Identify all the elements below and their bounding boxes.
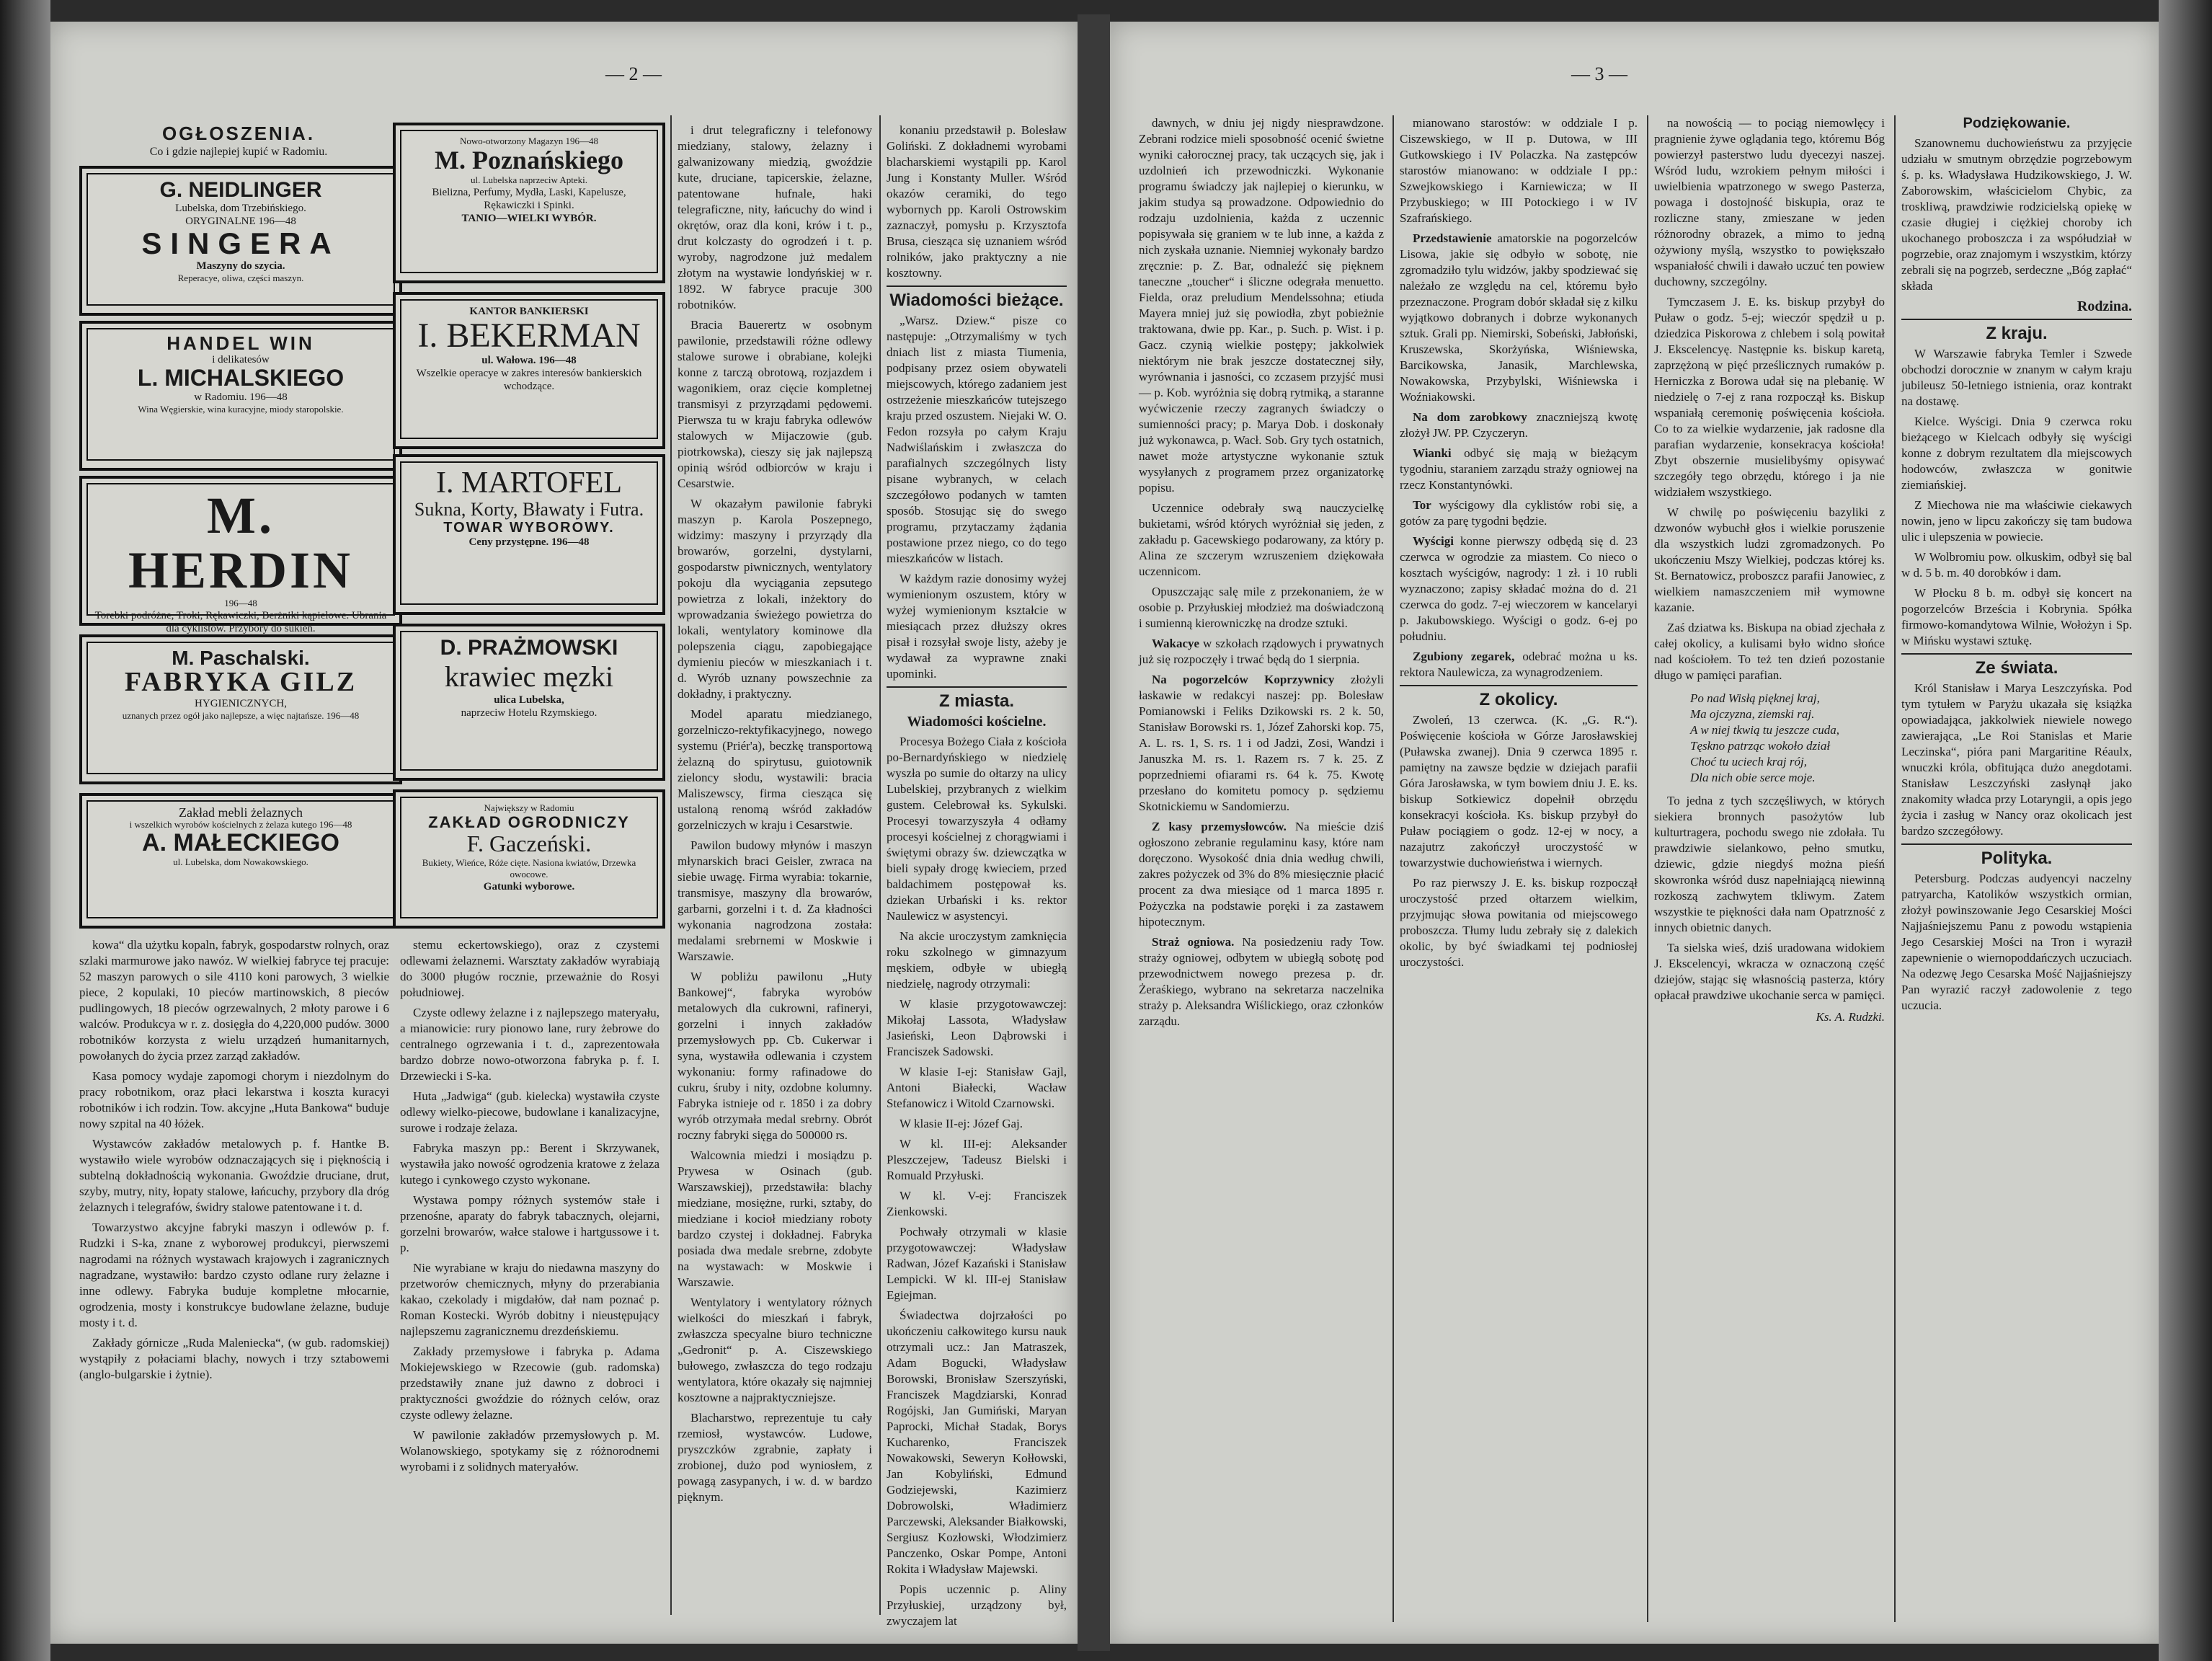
book-edge-left (0, 0, 50, 1661)
paragraph: dawnych, w dniu jej nigdy niesprawdzone. Zebrani rodzice mieli sposobność ocenić świetne wyniki całorocznej pracy, tak uczących się, jak i uzdolnień ich przewodniczki. Wykonanie programu świadczy jak najlepiej o kierunku, w jakim studya są prowadzone. Odpowiednio do rodzaju uzdolnienia, każda z uczennic popisywała się graniem w te lub inne, a każda z nich zyskała uznanie. Niemniej wykonały bardzo zręcznie: p. Z. Bar, odnaleźć się pięknem taneczne „toucher“ i śliczne odegrała menuetto. Fielda, oraz preludium Mendelssohna; etiuda Mayera mniej już się powiodła, zbyt pobieżnie traktowana, dwie pp. Kar., p. Such. p. Wist. i p. Gacz. czynią wielkie postępy; jakkolwiek niektórym nie brak jeszcze dostatecznej siły, wyrównania i jasności, co zczasem przyjść musi — p. Kob. wyróżnia się dobrą rytmiką, a staranne wyćwiczenie rzeczy zagranych świadczy o sumienności pracy; p. Marya Dob. i doskonały już wykonawca, p. Wacł. Sob. Gry tych ostatnich, nawet może artystyczne wykonanie sztuk wysyłanych z programem przez organizatorkę popisu. (1139, 116, 1384, 495)
ad-michalski (79, 321, 402, 471)
news-heading: Przedstawienie (1413, 231, 1492, 245)
news-item (1400, 649, 1638, 681)
article-column-3 (678, 123, 872, 1622)
paragraph: Petersburg. Podczas audyencyi naczelny patryarcha, Katolików wszystkich ormian, złożył powinszowanie Jego Cesarskiej Mości Najjaśniejszemu Panu z powodu wstąpienia Jego Cesarskiej Mości na Tron i wyraził zapewnienie o wiernopoddańczych uczuciach. Na odezwę Jego Cesarska Mość Najjaśniejszy Pan wyrazić raczył zadowolenie z tego uczucia. (1901, 872, 2132, 1012)
news-heading: Wianki (1413, 446, 1452, 460)
news-item (1400, 446, 1638, 493)
paragraph: stemu eckertowskiego), oraz z czystemi odlewami żelaznemi. Warsztaty zakładów wyrabiają do 3000 pługów rocznie, przeważnie do Rosyi południowej. (400, 938, 659, 999)
ad-text: Bukiety, Wieńce, Róże cięte. Nasiona kwiatów, Drzewka owocowe. (422, 857, 636, 880)
paragraph: Fabryka maszyn pp.: Berent i Skrzywanek, wystawiła jako nowość ogrodzenia kratowe z żelaza kutego i cynkowego czysto wykonane. (400, 1141, 659, 1187)
paragraph: W pobliżu pawilonu „Huty Bankowej“, fabryka wyrobów metalowych dla cukrowni, rafineryi, gorzelni i innych zakładów przemysłowych pp. Cb. Cukerwar i syna, wystawiła odlewania i czystem wykonaniu: formy rafinadowe do cukru, śruby i nity, ozdobne kolumny. Fabryka istnieje od r. 1850 i za dobry wyrób otrzymała medal srebrny. Obrót roczny fabryki sięga do 500000 rs. (678, 970, 872, 1142)
ad-martofel (393, 454, 665, 615)
paragraph: Procesya Bożego Ciała z kościoła po-Bernardyńskiego w niedzielę wyszła po sumie do ołtarzy na ulicy Lubelskiej, przybranych z wielkim gustem. Celebrował ks. Sykulski. Procesyi towarzyszyła 4 odłamy procesyi kościelnej z chorągwiami i świętymi obrazy św. dziewczątka w bieli sypały drogę kwieciem, przed baldachimem postępował ks. dziekan Urbański i ks. rektor Naulewicz w asystencyi. (887, 735, 1067, 923)
paragraph: W Płocku 8 b. m. odbył się koncert na pogorzelców Brześcia i Kobrynia. Spółka firmowo-komandytowa Wilnie, Wołożyn i Sp. w Mińsku wystawi sztukę. (1901, 586, 2132, 647)
ad-text: uznanych przez ogół jako najlepsze, a więc najtańsze. 196—48 (122, 710, 360, 722)
section-rule (1901, 843, 2132, 845)
news-text: znaczniejszą kwotę złożył JW. PP. Czyczeryn. (1400, 410, 1638, 440)
ad-title: F. Gaczeński. (466, 830, 592, 857)
page-number: — 2 — (605, 63, 662, 84)
paragraph: Na akcie uroczystym zamknięcia roku szkolnego w gimnazyum męskiem, odbyłe w ubiegłą niedzielę, nagrody otrzymali: (887, 929, 1067, 991)
ad-gaczenski (393, 789, 665, 929)
left-page (50, 22, 1078, 1644)
paragraph: Blacharstwo, reprezentuje tu cały rzemiosł, wystawców. Ludowe, pryszczków zgrabnie, zapłaty i zrobionej, dużo pod wyniosłem, z powagą zasypanych, i w. d. w bardzo pięknym. (678, 1411, 872, 1504)
ads-header: OGŁOSZENIA. (161, 123, 316, 144)
paragraph: Pawilon budowy młynów i maszyn młynarskich braci Geisler, zwraca na siebie uwagę. Firma wyrabia: tokarnie, transmisye, maszyny dla browarów, garbarni, gorzelni i t. d. Za kładności wykonania nagrodzona została: medalami srebrnemi w Moskwie i Warszawie. (678, 838, 872, 963)
paragraph: Kasa pomocy wydaje zapomogi chorym i niezdolnym do pracy robotnikom, oraz płaci lekarstwa i koszta kuracyi robotników i ich rodzin. Tow. akcyjne „Huta Bankowa“ buduje nowy szpital na 40 łóżek. (79, 1069, 389, 1130)
paragraph: Ta sielska wieś, dziś uradowana widokiem J. Ekscelencyi, wkracza w oznaczoną część dziejów, stając się własnością pasterza, który opłacał prawdziwe ukochanie serca w pamięci. (1654, 941, 1885, 1002)
ad-poznanski (393, 123, 665, 283)
news-item (1139, 672, 1384, 815)
news-item (1400, 231, 1638, 405)
paragraph: Popis uczennic p. Aliny Przyłuskiej, urządzony był, zwyczajem lat (887, 1582, 1067, 1628)
section-rule (1901, 319, 2132, 320)
ad-malecki (79, 793, 402, 929)
ad-title: HANDEL WIN (166, 332, 315, 354)
ad-title: G. NEIDLINGER (159, 178, 322, 202)
poem-line: Ma ojczyzna, ziemski raj. (1690, 707, 1815, 721)
paragraph: Uczennice odebrały swą nauczycielkę bukietami, wśród których wyróżniał się jeden, z zakładu p. Gacewskiego podarowany, za który p. Alina ze szczerym wzruszeniem dziękowała uczennicom. (1139, 501, 1384, 578)
column-divider (1393, 115, 1394, 1622)
paragraph: Walcownia miedzi i mosiądzu p. Prywesa w Osinach (gub. Warszawskiej), przedstawiła: blachy miedziane, mosiężne, rurki, sztaby, do miedziane i kocioł miedziany roboty bardzo czystej i dokładnej. Fabryka posiada dwa medale srebrne, zdobyte na wystawach: w Moskwie i Warszawie. (678, 1148, 872, 1289)
paragraph: Szanownemu duchowieństwu za przyjęcie udziału w smutnym obrzędzie pogrzebowym ś. p. ks. Władysława Hudzikowskiego, J. W. Zaborowskim, właścicielom Chybic, za troskliwą, prawdziwie rodzicielską opiekę w czasie długiej i ciężkiej choroby ich ukochanego proboszcza i za współudział w pogrzebie, oraz znajomym i wszystkim, którzy zebrali się na pogrzeb, serdeczne „Bóg zapłać“ składa (1901, 136, 2132, 293)
ad-title: L. MICHALSKIEGO (137, 365, 345, 391)
ads-subheader: Co i gdzie najlepiej kupić w Radomiu. (149, 146, 328, 158)
paragraph: Wystawa pompy różnych systemów stałe i przenośne, aparaty do fabryk tabacznych, olejarni, gorzelni browarów, wałce stalowe i hartgussowe i t. p. (400, 1193, 659, 1254)
ad-text: ul. Lubelska naprzeciw Apteki. (470, 174, 588, 185)
news-text: konne pierwszy odbędą się d. 23 czerwca w ogrodzie za miastem. Co nieco o kosztach wyścigów, nagrody: 1 zł. i 10 rubli wyznaczono; zapisy składać można do d. 21 czerwca do godz. 7-ej wieczorem w kancelaryi p. Jakubowskiego. Wyścigi o godz. 6-ej po południu. (1400, 534, 1638, 643)
paragraph: Pochwały otrzymali w klasie przygotowawczej: Władysław Radwan, Józef Kazański i Stanisław Lempicki. W kl. III-ej Stanisław Egiejman. (887, 1225, 1067, 1302)
paragraph: Zaś dziatwa ks. Biskupa na obiad zjechała z całej okolicy, a kulisami było widno słońce nad kościołem. To też ten dzień pozostanie długo w pamięci parafian. (1654, 621, 1885, 682)
news-heading: Zgubiony zegarek, (1413, 650, 1515, 663)
article-column-1 (79, 937, 389, 1622)
ad-text: HYGIENICZNYCH, (195, 698, 287, 710)
article-column-1 (1139, 115, 1384, 1622)
ad-text: Maszyny do szycia. (196, 260, 285, 272)
author-signature: Ks. A. Rudzki. (1816, 1010, 1885, 1024)
paragraph: Bracia Bauerertz w osobnym pawilonie, przedstawili różne odlewy stalowe surowe i obrabiane, kolejki konne z tarczą obrotową, rozjazdem i wagonikiem, oraz cięcie kompletnej transmisyi z przyrządami pędowemi. Pierwsza tu w kraju fabryka odlewów stalowych w Mijaczowie (gub. piotrkowska), cieszy się jak najlepszą opinią wśród odbiorców w kraju i Cesarstwie. (678, 318, 872, 490)
news-item (1400, 533, 1638, 645)
news-item (1400, 497, 1638, 529)
news-heading: Wakacye (1152, 637, 1200, 650)
book-gutter (1078, 14, 1110, 1651)
section-heading: Ze świata. (1975, 658, 2058, 678)
paragraph: Wentylatory i wentylatory różnych wielkości do mieszkań i fabryk, zwłaszcza specyalne biuro techniczne „Gedronit“ p. A. Ciszewskiego bułowego, zwłaszcza do tego rodzaju wentylatora, które okazały się najmniej kosztowne a najpraktyczniejsze. (678, 1295, 872, 1404)
ad-text: Nowo-otworzony Magazyn 196—48 (459, 136, 599, 146)
news-heading: Z kasy przemysłowców. (1152, 820, 1287, 833)
news-heading: Wyścigi (1413, 534, 1454, 548)
paragraph: Tymczasem J. E. ks. biskup przybył do Puław o godz. 5-ej; wieczór spędził u p. dziedzica Piskorowa z chlebem i solą powitał J. Ekscelencyę. Następnie ks. biskup karetą, zaprzężoną w pięć prześlicznych rumaków p. Herniczka z Borowa udał się na plebanię. W niedzielę o 7-ej z rana rozpoczął ks. Biskup wspaniałą ceremonię poświęcenia kościoła. Co to za wielkie wydarzenie, jak radosne dla parafian wydarzenie, konsekracya kościoła! Zbyt obszernie musielibyśmy opisywać szczegóły tego obrzędu, którego i ja nie widziałem wszystkiego. (1654, 295, 1885, 499)
ad-text: w Radomiu. 196—48 (194, 391, 288, 403)
news-text: Na posiedzeniu rady Tow. straży ogniowej, odbytem w ubiegłą sobotę pod przewodnictwem nowego prezesa p. dr. Żeraśkiego, wybrano na sekretarza naczelnika straży p. Aleksandra Wiślickiego, oraz członków zarządu. (1139, 935, 1384, 1028)
ad-text: Wina Węgierskie, wina kuracyjne, miody staropolskie. (138, 403, 344, 415)
paragraph: Zakłady górnicze „Ruda Maleniecka“, (w gub. radomskiej) wystąpiły z połaciami blachy, nowych i trzy sztabowemi (anglo-bulgarskie i żytnie). (79, 1336, 389, 1381)
ad-text: ulica Lubelska, (494, 694, 564, 706)
ad-text: ul. Lubelska, dom Nowakowskiego. (173, 856, 308, 867)
ad-text: Sukna, Korty, Bławaty i Futra. (414, 499, 644, 521)
ad-text: Ceny przystępne. 196—48 (468, 536, 590, 549)
paragraph: Król Stanisław i Marya Leszczyńska. Pod tym tytułem w Paryżu ukazała się książka opowiadająca, jakkolwiek niewiele nowego zawierająca, „Le Roi Stanislas et Marie Leczinska“, pióra pani Margaritine Réaulx, wnuczki króla, obfitująca dużo anegdotami. Stanisław Leszczyński zasłynął jako znakomity władca przy Lotaryngii, a opis jego życia i zasług w Nancy oraz okolicach jest bardzo szczegółowy. (1901, 681, 2132, 838)
page-number: — 3 — (1571, 63, 1627, 84)
section-rule (1901, 653, 2132, 655)
ad-title: SINGERA (141, 226, 340, 260)
ad-text: Reperacye, oliwa, części maszyn. (177, 272, 304, 283)
news-text: Na mieście dziś ogłoszono zebranie regulaminu kasy, które nam doręczono. Wysokość dnia dnia według chwili, zakres pożyczek od 3% do 8% miesięcznie płacić procent za dwa miesiące od 1 marca 1895 r. Pożyczka na podstawie poręki i za zastawem hipotecznym. (1139, 820, 1384, 929)
right-page (1110, 22, 2159, 1644)
paragraph: To jedna z tych szczęśliwych, w których siekiera bronnych pasożytów lub kulturtragera, pochodu swego nie zdołała. Tu prawdziwie sielankowo, pełno smutku, dziewic, gdzie niegdyś można pieśń skowronka wśród dusz napełniającą niewinną rozkoszą zachwytem tkliwym. Zatem wszystkie te piękności dała nam Opatrzność z innych obietnic danych. (1654, 794, 1885, 934)
section-heading: Z kraju. (1986, 324, 2048, 343)
news-text: amatorskie na pogorzelców Lisowa, jakie się odbyło w sobotę, nie zgromadziło tylu widzów, jakby spodziewać się należało ze względu na cel, któremu było przeznaczone. Program dobór składał się z kilku wyjątkowo dobranych i dobrze wykonanych sztuk. Grali pp. Niemirski, Sobeński, Jabłoński, Kruszewska, Skorżyńska, Wiśniewska, Barcikowska, Janasik, Marchlewska, Nowakowska, Przybylski, Wiśniewska i Woźniakowski. (1400, 231, 1638, 404)
news-text: wyścigowy dla cyklistów robi się, a gotów za parę tygodni będzie. (1400, 498, 1638, 528)
poem-line: A w niej tkwią tu jeszcze cuda, (1690, 723, 1839, 737)
paragraph: Po raz pierwszy J. E. ks. biskup rozpoczął uroczystość przed ołtarzem wielkim, przyjmując słowa powitania od miejscowego proboszcza. Tłumy ludu zebrały się z dalekich okolic, by być świadkami tej podniosłej uroczystości. (1400, 876, 1638, 969)
article-column-2 (1400, 115, 1638, 1622)
ad-neidlinger (79, 166, 402, 316)
poem-line: Po nad Wisłą pięknej kraj, (1690, 691, 1820, 705)
article-column-2 (400, 937, 659, 1622)
news-heading: Na dom zarobkowy (1413, 410, 1527, 424)
news-item (1400, 409, 1638, 441)
ad-title: FABRYKA GILZ (124, 667, 357, 698)
ad-prazmowski (393, 624, 665, 781)
ad-text: KANTOR BANKIERSKI (469, 306, 589, 317)
ad-title: ZAKŁAD OGRODNICZY (428, 813, 630, 831)
ad-text: 196—48 (224, 598, 257, 609)
paragraph: W klasie I-ej: Stanisław Gajl, Antoni Białecki, Wacław Stefanowicz i Witold Czarnowski. (887, 1065, 1067, 1110)
article-column-4 (1901, 115, 2132, 1622)
ad-text: i wszelkich wyrobów kościelnych z żelaza kutego 196—48 (129, 819, 352, 830)
thanks-signature: Rodzina. (2076, 298, 2132, 314)
ad-title: M. Poznańskiego (434, 146, 623, 174)
ad-text: ORYGINALNE 196—48 (185, 215, 296, 227)
paragraph: Opuszczając salę mile z przekonaniem, że w osobie p. Przyłuskiej młodzież ma doświadczoną i sumienną kierowniczkę na drodze sztuki. (1139, 585, 1384, 630)
section-subheading: Wiadomości kościelne. (907, 714, 1047, 730)
paragraph: Nie wyrabiane w kraju do niedawna maszyny do przetworów chemicznych, młyny do przerabiania kakao, czekolady i migdałów, dał nam poznać p. Roman Kostecki. Wyrób dobitny i nieustępujący najlepszemu zagranicznemu drezdeńskiemu. (400, 1261, 659, 1338)
paragraph: i drut telegraficzny i telefonowy miedziany, stalowy, żelazny i galwanizowany miedzią, gwoździe kute, druciane, tapicerskie, żelazne, patentowane hufnale, haki telegraficzne, nity, łańcuchy do wind i okrętów, oraz dla koni, krów i t. p., drut kolczasty do ogrodzeń i t. p. wyroby, nagrodzone już medalem złotym na wystawie londyńskiej w r. 1892. W fabryce pracuje 300 robotników. (678, 123, 872, 311)
news-item (1139, 636, 1384, 668)
ad-text: Torebki podróżne, Troki, Rękawiczki, Berżniki kąpielowe. Ubrania dla cyklistów. Przybory do sukien. (94, 610, 387, 635)
paragraph: Model aparatu miedzianego, gorzelniczo-rektyfikacyjnego, nowego systemu (Priér'a), beczkę transportową żelazną do spirytusu, guiotownik zieloncy słodu, wystawili: bracia Maliszewscy, firma ciesząca się ustaloną renomą wśród zakładów gorzelniczych w kraju i Cesarstwie. (678, 707, 872, 832)
column-divider (1647, 115, 1648, 1622)
paragraph: W każdym razie donosimy wyżej wymienionym oszustem, który w wyżej wymienionym kształcie w miesiącach przez dłuższy okres pisał i rozsyłał swoje listy, ażeby je wydawał za wyprawne znaki upominki. (887, 572, 1067, 681)
ad-title: D. PRAŻMOWSKI (440, 636, 618, 660)
news-text: odbyć się mają w bieżącym tygodniu, staraniem zarządu straży ogniowej na rzecz Konstantynówki. (1400, 446, 1638, 492)
ad-text: ul. Wałowa. 196—48 (481, 355, 577, 367)
section-rule (887, 686, 1067, 688)
paragraph: Zakłady przemysłowe i fabryka p. Adama Mokiejewskiego w Rzecowie (gub. radomska) przedstawiły znane już dawno z dobroci i praktyczności gwoździe do różnych celów, oraz czyste odlewy żelazne. (400, 1345, 659, 1422)
paragraph: Wystawców zakładów metalowych p. f. Hantke B. wystawiło wiele wyrobów odznaczających się i pięknością i subtelną dokładnością wykonania. Gwoździe druciane, drut, szyby, mutry, nity, łopaty stalowe, łańcuchy, przybory dla dróg żelaznych i telegrafów, świdry stalowe patentowane i t. d. (79, 1137, 389, 1214)
section-heading: Z okolicy. (1479, 690, 1558, 709)
ad-title: A. MAŁECKIEGO (142, 829, 339, 856)
column-divider (1894, 115, 1896, 1622)
news-heading: Straż ogniowa. (1152, 935, 1235, 949)
section-heading: Podziękowanie. (1963, 115, 2071, 131)
paragraph: mianowano starostów: w oddziale I p. Ciszewskiego, w II p. Dutowa, w III Gutkowskiego i IV Polaczka. Na zastępców starostów mianowano: w oddziale I pp.: Szwejkowskiego i Karniewicza; w II Przybuskiego; w III Potockiego i w IV Szafrańskiego. (1400, 116, 1638, 225)
article-column-3 (1654, 115, 1885, 1622)
section-heading: Polityka. (1981, 849, 2053, 868)
section-heading: Wiadomości bieżące. (889, 291, 1064, 310)
column-divider (670, 115, 672, 1615)
news-item (1139, 934, 1384, 1029)
news-heading: Na pogorzelców Koprzywnicy (1152, 673, 1335, 686)
poem-line: Tęskno patrząc wokoło dział (1690, 739, 1831, 753)
section-rule (1400, 685, 1638, 686)
paragraph: na nowością — to pociąg niemowlęcy i pragnienie żywe oglądania tego, któremu Bóg powierzył pasterstwo ludu dyecezyi naszej. Wśród ludu, wzrokiem pełnym miłości i uwielbienia wpatrzonego w swego Pasterza, powaga i dostojność biskupia, oraz te rozliczne stany, zmieszane w jeden różnorodny obrazek, a mimo to jedną ożywiony myślą, wszystko to powiększało wspaniałość chwili i dawało uczuć ten powiew duchowny, szczególny. (1654, 116, 1885, 288)
paragraph: Z Miechowa nie ma właściwie ciekawych nowin, jeno w lipcu zakończy się tam budowa ulic i ulepszenia w powiecie. (1901, 498, 2132, 544)
ad-text: TANIO—WIELKI WYBÓR. (461, 212, 597, 224)
paragraph: W Wolbromiu pow. olkuskim, odbył się bal w d. 5 b. m. 40 dorobków i dam. (1901, 550, 2132, 580)
paragraph: W klasie przygotowawczej: Mikołaj Lassota, Władysław Jasieński, Leon Dąbrowski i Franciszek Sadowski. (887, 997, 1067, 1058)
paragraph: Czyste odlewy żelazne i z najlepszego materyału, a mianowicie: rury pionowo lane, rury żebrowe do centralnego ogrzewania i t. d., zaprezentowała bardzo dobrze nowo-otworzona fabryka p. f. I. Drzewiecki i S-ka. (400, 1006, 659, 1083)
ad-text: naprzeciw Hotelu Rzymskiego. (461, 707, 598, 719)
paragraph: W kl. III-ej: Aleksander Pleszczejew, Tadeusz Bielski i Romuald Przyłuski. (887, 1137, 1067, 1182)
news-text: odebrać można u ks. rektora Naulewicza, za wynagrodzeniem. (1400, 650, 1638, 679)
section-rule (887, 285, 1067, 287)
news-text: w szkołach rządowych i prywatnych już się rozpoczęły i trwać będą do 1 sierpnia. (1139, 637, 1384, 666)
ad-text: Wszelkie operacye w zakres interesów bankierskich wchodzące. (416, 368, 642, 393)
paragraph: W pawilonie zakładów przemysłowych p. M. Wolanowskiego, spotykamy się z różnorodnemi wyrobami i z solidnych materyałów. (400, 1428, 659, 1474)
ad-title: I. BEKERMAN (417, 316, 641, 355)
paragraph: W kl. V-ej: Franciszek Zienkowski. (887, 1189, 1067, 1218)
ad-title: M. HERDIN (128, 487, 354, 599)
ad-text: i delikatesów (212, 354, 270, 366)
ad-text: Bielizna, Perfumy, Mydła, Laski, Kapelusze, Rękawiczki i Spinki. (432, 186, 626, 211)
paragraph: W chwilę po poświęceniu bazyliki z dzwonów wybuchł głos i wielkie poruszenie dla wszystkich ludzi zgromadzonych. Po ukończeniu Mszy Wielkiej, podczas której ks. St. Bernatowicz, proboszcz parafii Janowiec, z wielkiem namaszczeniem mił wymowne kazanie. (1654, 505, 1885, 614)
poem (1690, 691, 1885, 786)
ad-title: krawiec męzki (444, 660, 614, 693)
ad-text: Największy w Radomiu (484, 802, 574, 813)
paragraph: Huta „Jadwiga“ (gub. kielecka) wystawiła czyste odlewy wielko-piecowe, budowlane i kanalizacyjne, surowe i rodzaje żelaza. (400, 1089, 659, 1135)
paragraph: W Warszawie fabryka Temler i Szwede obchodzi dorocznie w znanym w całym kraju jubileusz 50-letniego istnienia, oraz kontrakt na dostawę. (1901, 347, 2132, 408)
article-column-4 (887, 123, 1067, 1628)
ad-bekerman (393, 292, 665, 449)
book-edge-right (2159, 0, 2212, 1661)
paragraph: konaniu przedstawił p. Bolesław Goliński. Z dokładnemi wyrobami blacharskiemi wystąpili pp. Karol Jung i Konstanty Muller. Wśród okazów ceramiki, do tego wybornych pp. Karoli Ostrowskim zaznaczył, pomysłu p. Krzysztofa Brusa, ciesząca się uznaniem wśród rolników, jako praktyczny a nie kosztowny. (887, 123, 1067, 280)
ad-text: Zakład mebli żelaznych (179, 805, 303, 820)
ad-title: I. MARTOFEL (435, 466, 623, 500)
poem-line: Dla nich obie serce moje. (1690, 771, 1816, 784)
paragraph: W okazałym pawilonie fabryki maszyn p. Karola Poszepnego, widzimy: maszyny i przyrządy dla browarów, gorzelni, dystylarni, gospodarstw piwnicznych, wentylatory pokoju dla wyciągania zepsutego powietrza z lokali, inżektory do wprowadzania świeżego powietrza do lokali, wentylatory kominowe dla polepszenia ciągu, zapobiegające dymieniu pieców w mieszkaniach i t. d. Wyrób uznany powszechnie za dokładny, i praktyczny. (678, 497, 872, 701)
paragraph: W klasie II-ej: Józef Gaj. (900, 1117, 1023, 1130)
ad-text: Gatunki wyborowe. (483, 881, 575, 893)
ad-text: Lubelska, dom Trzebińskiego. (175, 202, 306, 214)
ad-herdin (79, 476, 402, 635)
news-heading: Tor (1413, 498, 1431, 512)
column-divider (879, 115, 881, 1615)
paragraph: Zwoleń, 13 czerwca. (K. „G. R.“). Poświęcenie kościoła w Górze Jarosławskiej (Puławska zwanej). Dnia 9 czerwca 1895 r. pamiętny na zawsze będzie w dziejach parafii Góra Jarosławska, w tym bowiem dniu J. E. ks. biskup Sotkiewicz dopełnił obrzędu konsekracyi kościoła. Ks. biskup przybył do Puław pociągiem o godz. 12-ej w nocy, a nazajutrz zakończył uroczystość w towarzystwie duchowieństwa i wiernych. (1400, 713, 1638, 869)
section-heading: Z miasta. (938, 691, 1015, 711)
paragraph: kowa“ dla użytku kopaln, fabryk, gospodarstw rolnych, oraz szlaki marmurowe jako nawóz. W wielkiej fabryce tej pracuje: 52 maszyn parowych o sile 4110 koni parowych, 3 wielkie piece, 2 kopulaki, 10 pieców martinowskich, 8 pieców pudlingowych, 18 pieców ogrzewalnych, 2 młoty parowe i 6 walców. Produkcya w r. z. dosięgła do 4,220,000 pudów. 3000 robotników korzysta z wielu urządzeń humanitarnych, powołanych do życia przez zarząd zakładów. (79, 938, 389, 1063)
paragraph: Kielce. Wyścigi. Dnia 9 czerwca roku bieżącego w Kielcach odbyły się wyścigi konne z dobrym rezultatem dla miejscowych hodowców, zwłaszcza w gonitwie ziemiańskiej. (1901, 415, 2132, 492)
news-text: złożyli łaskawie w redakcyi naszej: pp. Bolesław Pomianowski i Feliks Dzikowski rs. 2 k. 50, Stanisław Borowski rs. 1, Józef Zahorski kop. 75, A. L. rs. 1, S. rs. 1 i od Jadzi, Zosi, Wandzi i Januszka M. rs. 1. Razem rs. 7 k. 25. Z poprzedniemi ofiarami rs. 64 k. 75. Kwotę przesłano do komitetu pomocy p. sędziemu Skotnickiemu w Sandomierzu. (1139, 673, 1385, 813)
news-item (1139, 819, 1384, 930)
poem-line: Choć tu uciech kraj rój, (1690, 755, 1807, 769)
ad-title: M. Paschalski. (172, 647, 310, 669)
ad-text: TOWAR WYBOROWY. (443, 520, 615, 536)
paragraph: „Warsz. Dziew.“ pisze co następuje: „Otrzymaliśmy w tych dniach list z miasta Tiumenia, podpisany przez osiem obywateli miejscowych, którego zadaniem jest ostrzeżenie mieszkańców tutejszego kraju przed oszustem. Niejaki W. O. Fedon rozsyła po całym Kraju Nadwiślańskim i zwłaszcza do parafialnych szczególnych listy pisane wybranych, w celach szczegółowo podanych w tamten sposób. Stosując się do swego programu, przytaczamy żądania postawione przez niego, co do tego mieszkańców w listach. (887, 314, 1067, 565)
ad-paschalski (79, 634, 402, 784)
paragraph: Świadectwa dojrzałości po ukończeniu całkowitego kursu nauk otrzymali ucz.: Jan Matraszek, Adam Bogucki, Władysław Borowski, Bronisław Szerszyński, Franciszek Magdziarski, Konrad Rogójski, Jan Gumiński, Maryan Paprocki, Michał Stadak, Borys Kucharenko, Franciszek Nowakowski, Seweryn Kołłowski, Jan Kobyliński, Edmund Godziejewski, Kazimierz Dobrowolski, Władimierz Parczewski, Aleksander Białkowski, Sergiusz Kozłowski, Włodzimierz Panczenko, Oskar Pompe, Antoni Rokita i Władysław Majewski. (887, 1308, 1067, 1576)
paragraph: Towarzystwo akcyjne fabryki maszyn i odlewów p. f. Rudzki i S-ka, znane z wyborowej produkcyi, pierwszemi nagrodami na różnych wystawach krajowych i zagranicznych nagradzane, wystawiło: bardzo czysto odlane rury żelazne i inne odlewy. Fabryka buduje kompletne młocarnie, ogrodzenia, mosty i konstrukcye budowlane żelazne, buduje mosty i t. d. (79, 1221, 389, 1329)
